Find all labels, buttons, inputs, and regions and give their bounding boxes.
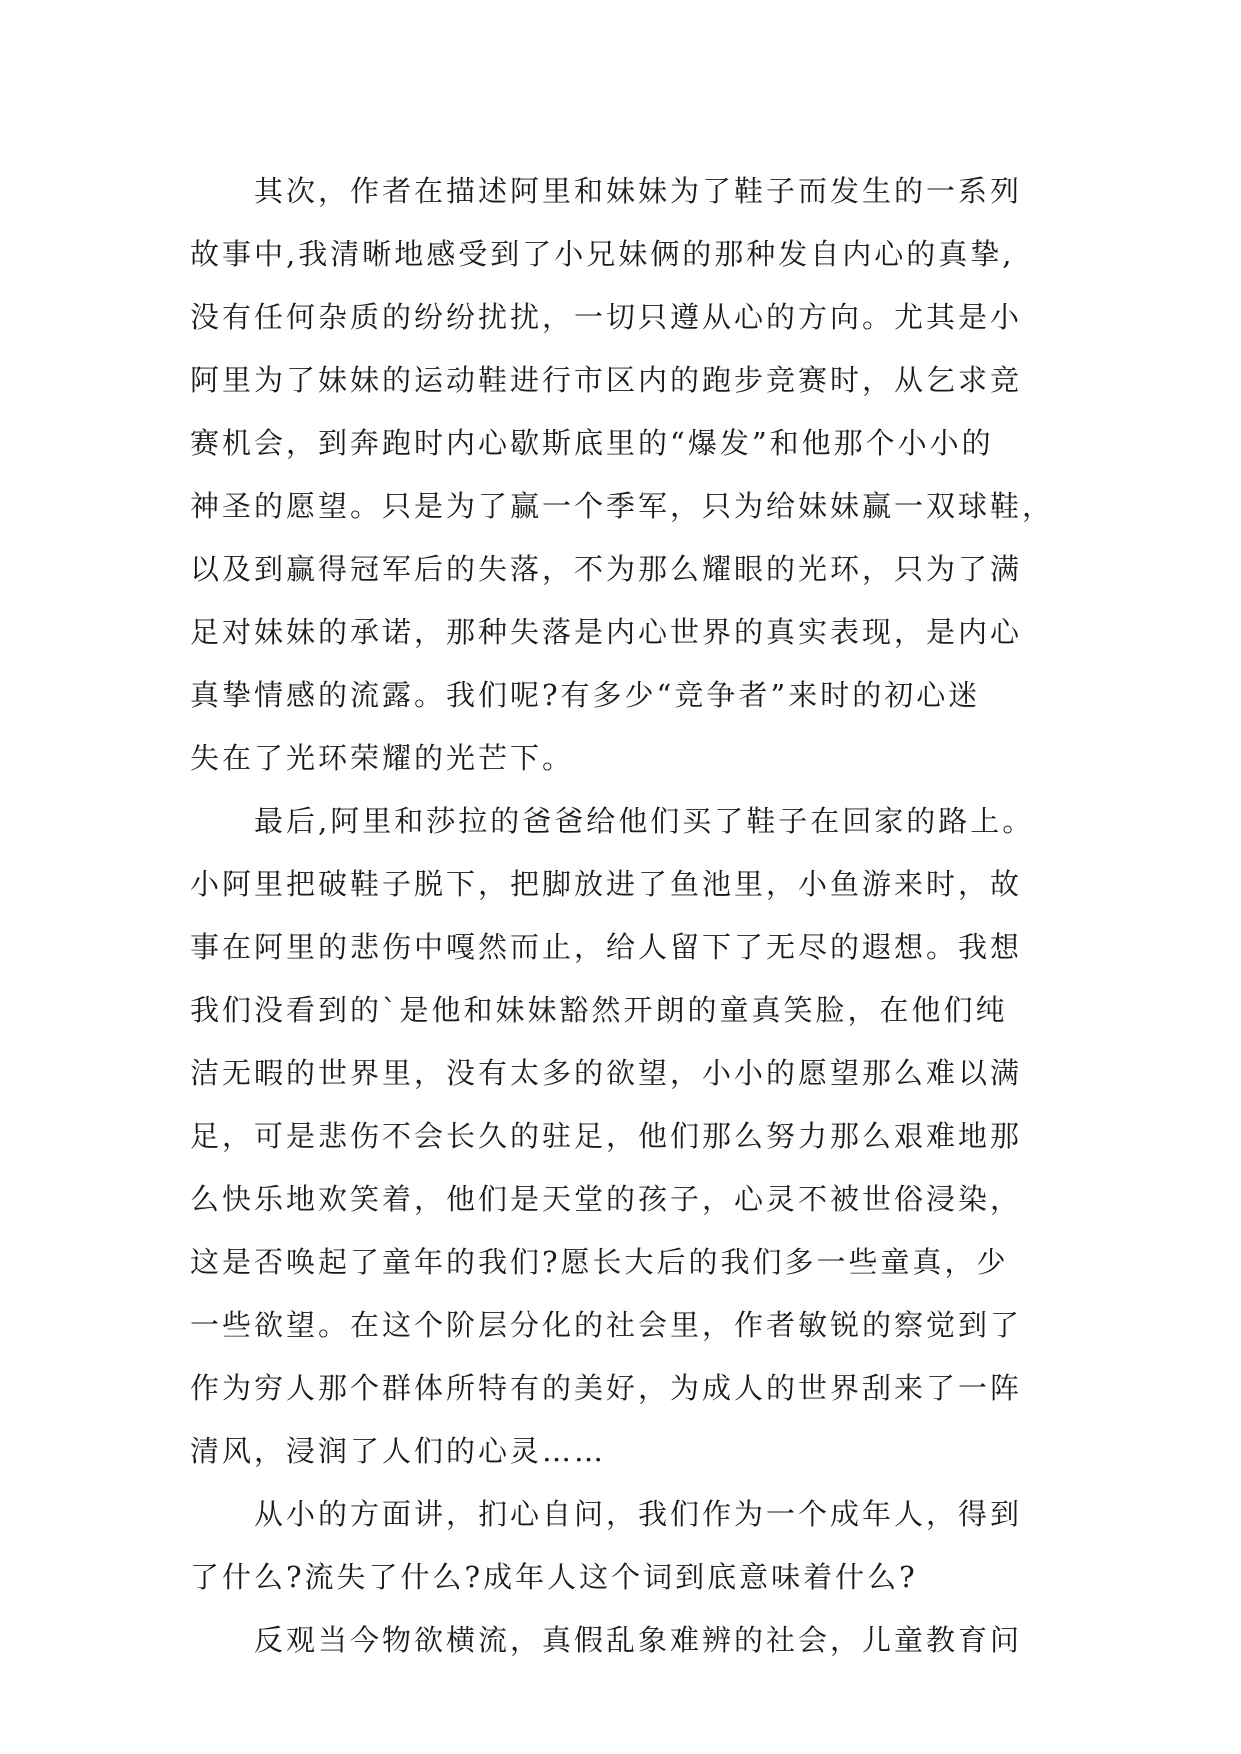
text-line: 故事中,我清晰地感受到了小兄妹俩的那种发自内心的真挚,: [190, 237, 1015, 271]
text-line: 我们没看到的`是他和妹妹豁然开朗的童真笑脸，在他们纯: [190, 993, 1008, 1027]
text-line: 从小的方面讲，扪心自问，我们作为一个成年人，得到: [254, 1497, 1023, 1531]
text-line: 神圣的愿望。只是为了赢一个季军，只为给妹妹赢一双球鞋，: [190, 489, 1055, 523]
text-line: 事在阿里的悲伤中嘎然而止，给人留下了无尽的遐想。我想: [190, 930, 1023, 964]
text-line: 没有任何杂质的纷纷扰扰，一切只遵从心的方向。尤其是小: [190, 300, 1023, 334]
text-line: 足，可是悲伤不会长久的驻足，他们那么努力那么艰难地那: [190, 1119, 1023, 1153]
text-line: 一些欲望。在这个阶层分化的社会里，作者敏锐的察觉到了: [190, 1308, 1023, 1342]
text-line: 清风，浸润了人们的心灵……: [190, 1434, 607, 1468]
text-line: 最后,阿里和莎拉的爸爸给他们买了鞋子在回家的路上。: [254, 804, 1035, 838]
text-line: 小阿里把破鞋子脱下，把脚放进了鱼池里，小鱼游来时，故: [190, 867, 1023, 901]
text-line: 失在了光环荣耀的光芒下。: [190, 741, 575, 775]
article-body: [190, 160, 1090, 1672]
text-line: 赛机会，到奔跑时内心歇斯底里的“爆发”和他那个小小的: [190, 426, 994, 460]
text-line: 其次，作者在描述阿里和妹妹为了鞋子而发生的一系列: [254, 174, 1023, 208]
text-line: 以及到赢得冠军后的失落，不为那么耀眼的光环，只为了满: [190, 552, 1023, 586]
text-line: 么快乐地欢笑着，他们是天堂的孩子，心灵不被世俗浸染，: [190, 1182, 1023, 1216]
text-line: 这是否唤起了童年的我们?愿长大后的我们多一些童真，少: [190, 1245, 1009, 1279]
text-line: 足对妹妹的承诺，那种失落是内心世界的真实表现，是内心: [190, 615, 1023, 649]
text-line: 作为穷人那个群体所特有的美好，为成人的世界刮来了一阵: [190, 1371, 1023, 1405]
text-line: 真挚情感的流露。我们呢?有多少“竞争者”来时的初心迷: [190, 678, 981, 712]
text-line: 阿里为了妹妹的运动鞋进行市区内的跑步竞赛时，从乞求竞: [190, 363, 1023, 397]
text-line: 了什么?流失了什么?成年人这个词到底意味着什么?: [190, 1560, 918, 1594]
text-line: 反观当今物欲横流，真假乱象难辨的社会，儿童教育问: [254, 1623, 1023, 1657]
text-line: 洁无暇的世界里，没有太多的欲望，小小的愿望那么难以满: [190, 1056, 1023, 1090]
